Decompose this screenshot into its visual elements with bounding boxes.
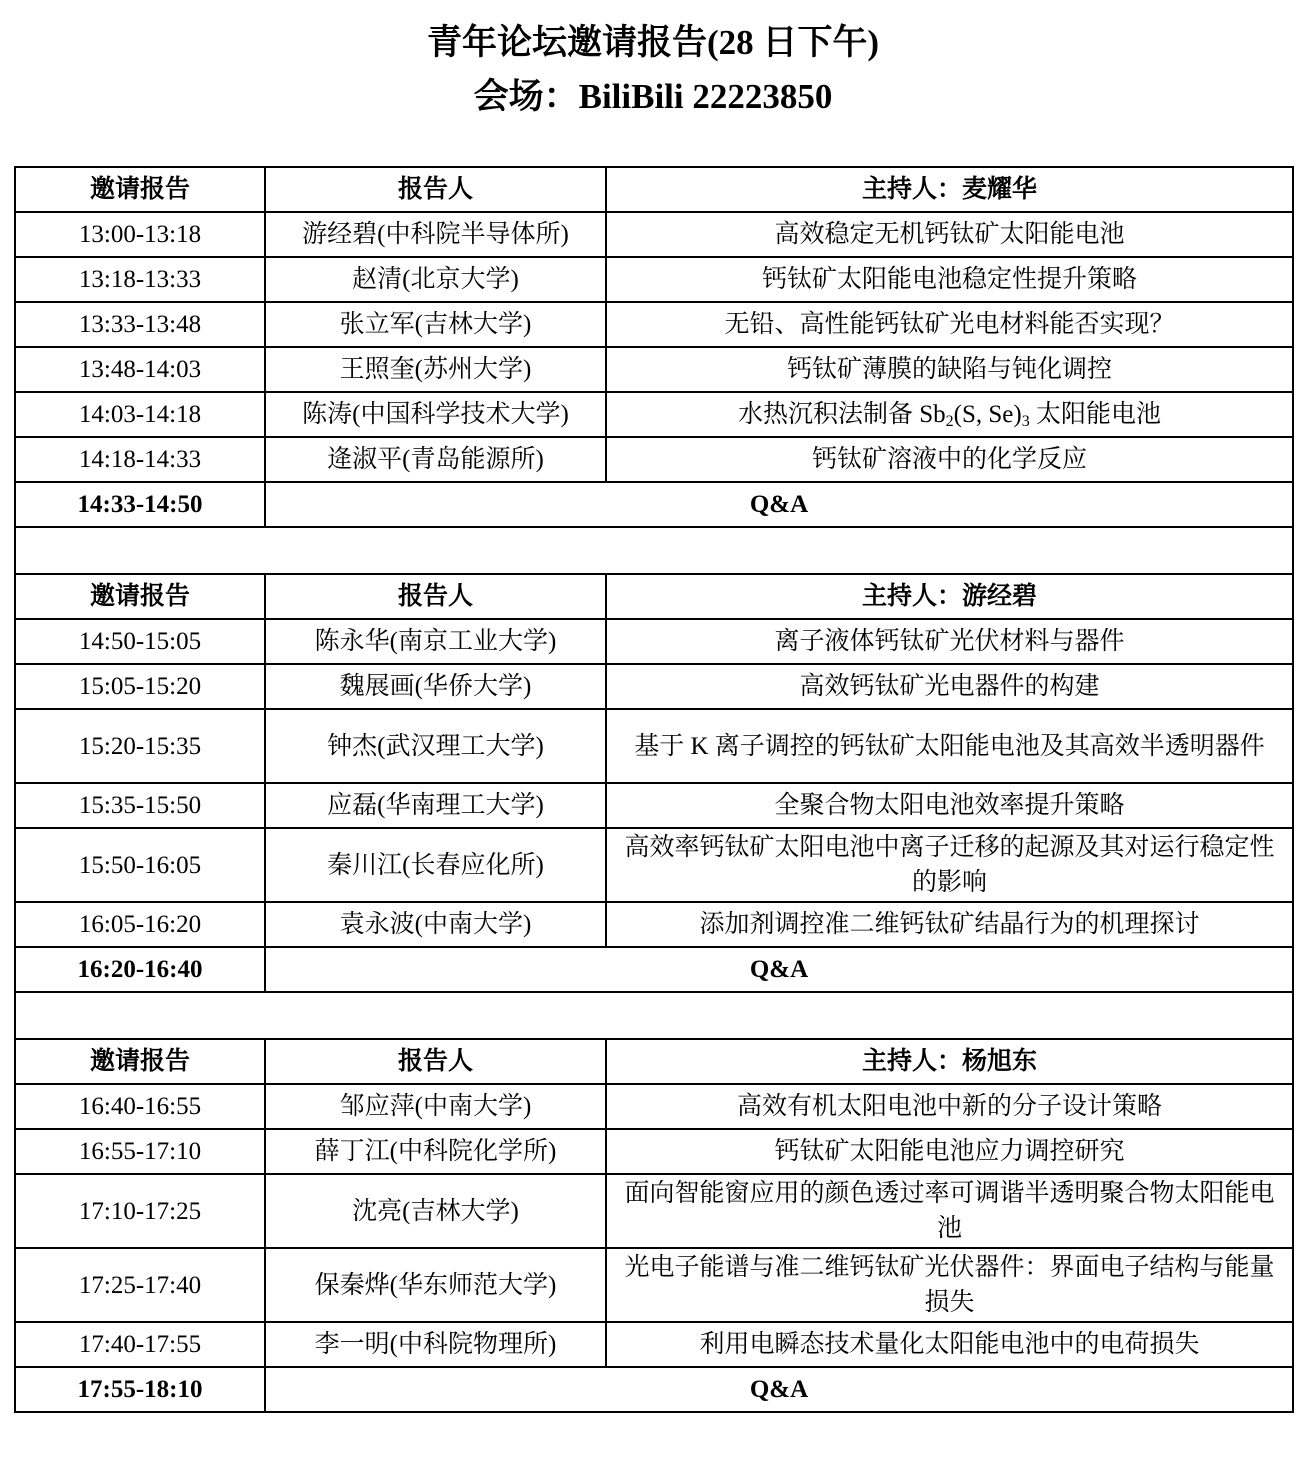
- qa-row: [15, 1367, 1293, 1412]
- spacer-row: [15, 992, 1293, 1039]
- column-header-time: 邀请报告: [15, 1039, 265, 1084]
- table-row: [15, 783, 1293, 828]
- talk-time: 14:18-14:33: [15, 437, 265, 482]
- qa-time: 14:33-14:50: [15, 482, 265, 527]
- talk-time: 13:33-13:48: [15, 302, 265, 347]
- qa-time: 16:20-16:40: [15, 947, 265, 992]
- qa-label: Q&A: [265, 1367, 1293, 1412]
- column-header-speaker: 报告人: [265, 167, 606, 212]
- qa-row: [15, 482, 1293, 527]
- spacer-cell: [15, 992, 1293, 1039]
- session-header-row: [15, 167, 1293, 212]
- table-row: [15, 1322, 1293, 1367]
- talk-time: 17:40-17:55: [15, 1322, 265, 1367]
- table-row: [15, 709, 1293, 783]
- talk-speaker: 沈亮(吉林大学): [265, 1174, 606, 1248]
- talk-topic: 利用电瞬态技术量化太阳能电池中的电荷损失: [606, 1322, 1293, 1367]
- topic-text: (S, Se): [953, 400, 1022, 428]
- talk-speaker: 保秦烨(华东师范大学): [265, 1248, 606, 1322]
- talk-time: 16:40-16:55: [15, 1084, 265, 1129]
- spacer-cell: [15, 527, 1293, 574]
- qa-label: Q&A: [265, 482, 1293, 527]
- talk-topic: 面向智能窗应用的颜色透过率可调谐半透明聚合物太阳能电池: [606, 1174, 1293, 1248]
- talk-speaker: 薛丁江(中科院化学所): [265, 1129, 606, 1174]
- page-title: 青年论坛邀请报告(28 日下午): [426, 23, 880, 62]
- column-header-time: 邀请报告: [15, 574, 265, 619]
- talk-topic: 钙钛矿溶液中的化学反应: [606, 437, 1293, 482]
- talk-time: 17:10-17:25: [15, 1174, 265, 1248]
- talk-time: 16:05-16:20: [15, 902, 265, 947]
- talk-speaker: 魏展画(华侨大学): [265, 664, 606, 709]
- talk-time: 13:18-13:33: [15, 257, 265, 302]
- talk-speaker: 陈涛(中国科学技术大学): [265, 392, 606, 437]
- talk-speaker: 逄淑平(青岛能源所): [265, 437, 606, 482]
- talk-time: 15:50-16:05: [15, 828, 265, 902]
- table-row: [15, 302, 1293, 347]
- talk-speaker: 钟杰(武汉理工大学): [265, 709, 606, 783]
- talk-topic: 高效稳定无机钙钛矿太阳能电池: [606, 212, 1293, 257]
- table-row: [15, 1129, 1293, 1174]
- table-row: [15, 392, 1293, 437]
- talk-time: 15:20-15:35: [15, 709, 265, 783]
- talk-topic: 钙钛矿薄膜的缺陷与钝化调控: [606, 347, 1293, 392]
- talk-time: 16:55-17:10: [15, 1129, 265, 1174]
- talk-topic: 无铅、高性能钙钛矿光电材料能否实现？: [606, 302, 1293, 347]
- talk-topic: [606, 392, 1293, 437]
- topic-text: 水热沉积法制备 Sb: [738, 400, 946, 428]
- talk-speaker: 王照奎(苏州大学): [265, 347, 606, 392]
- talk-speaker: 陈永华(南京工业大学): [265, 619, 606, 664]
- talk-speaker: 赵清(北京大学): [265, 257, 606, 302]
- qa-row: [15, 947, 1293, 992]
- talk-speaker: 应磊(华南理工大学): [265, 783, 606, 828]
- talk-topic: 高效有机太阳电池中新的分子设计策略: [606, 1084, 1293, 1129]
- talk-topic: 添加剂调控准二维钙钛矿结晶行为的机理探讨: [606, 902, 1293, 947]
- talk-topic: 离子液体钙钛矿光伏材料与器件: [606, 619, 1293, 664]
- table-row: [15, 1174, 1293, 1248]
- talk-speaker: 秦川江(长春应化所): [265, 828, 606, 902]
- talk-time: 17:25-17:40: [15, 1248, 265, 1322]
- spacer-row: [15, 527, 1293, 574]
- qa-time: 17:55-18:10: [15, 1367, 265, 1412]
- subscript: 3: [1021, 412, 1030, 430]
- qa-label: Q&A: [265, 947, 1293, 992]
- session-header-row: [15, 1039, 1293, 1084]
- talk-topic: 高效率钙钛矿太阳电池中离子迁移的起源及其对运行稳定性的影响: [606, 828, 1293, 902]
- table-row: [15, 619, 1293, 664]
- table-row: [15, 347, 1293, 392]
- talk-time: 15:05-15:20: [15, 664, 265, 709]
- session-header-row: [15, 574, 1293, 619]
- talk-speaker: 袁永波(中南大学): [265, 902, 606, 947]
- talk-topic: 光电子能谱与准二维钙钛矿光伏器件：界面电子结构与能量损失: [606, 1248, 1293, 1322]
- session-host: 主持人：游经碧: [606, 574, 1293, 619]
- talk-time: 13:00-13:18: [15, 212, 265, 257]
- talk-time: 13:48-14:03: [15, 347, 265, 392]
- talk-topic: 钙钛矿太阳能电池应力调控研究: [606, 1129, 1293, 1174]
- talk-topic: 高效钙钛矿光电器件的构建: [606, 664, 1293, 709]
- subscript: 2: [945, 412, 954, 430]
- talk-topic: 全聚合物太阳电池效率提升策略: [606, 783, 1293, 828]
- schedule-table: [14, 166, 1294, 1413]
- table-row: [15, 1248, 1293, 1322]
- talk-topic: 基于 K 离子调控的钙钛矿太阳能电池及其高效半透明器件: [606, 709, 1293, 783]
- talk-speaker: 游经碧(中科院半导体所): [265, 212, 606, 257]
- table-row: [15, 212, 1293, 257]
- session-host: 主持人：杨旭东: [606, 1039, 1293, 1084]
- table-row: [15, 828, 1293, 902]
- table-row: [15, 257, 1293, 302]
- topic-text: 太阳能电池: [1029, 400, 1161, 428]
- session-host: 主持人：麦耀华: [606, 167, 1293, 212]
- table-row: [15, 437, 1293, 482]
- talk-speaker: 李一明(中科院物理所): [265, 1322, 606, 1367]
- table-row: [15, 902, 1293, 947]
- table-row: [15, 1084, 1293, 1129]
- talk-topic: 钙钛矿太阳能电池稳定性提升策略: [606, 257, 1293, 302]
- talk-time: 14:50-15:05: [15, 619, 265, 664]
- column-header-speaker: 报告人: [265, 574, 606, 619]
- talk-time: 15:35-15:50: [15, 783, 265, 828]
- talk-speaker: 张立军(吉林大学): [265, 302, 606, 347]
- talk-time: 14:03-14:18: [15, 392, 265, 437]
- table-row: [15, 664, 1293, 709]
- column-header-time: 邀请报告: [15, 167, 265, 212]
- venue-subtitle: 会场：BiliBili 22223850: [473, 77, 833, 116]
- talk-speaker: 邹应萍(中南大学): [265, 1084, 606, 1129]
- column-header-speaker: 报告人: [265, 1039, 606, 1084]
